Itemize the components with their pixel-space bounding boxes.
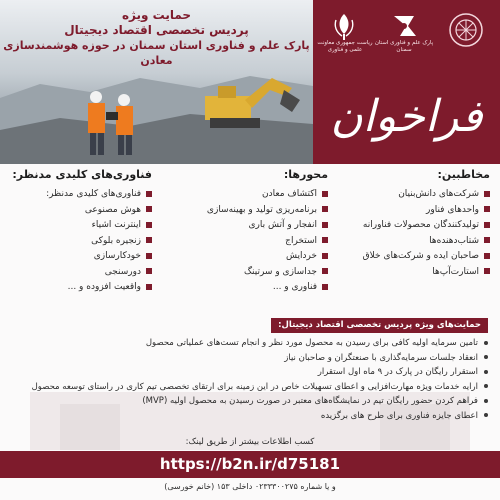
- header-text: [0, 8, 313, 68]
- list-item: [18, 380, 488, 395]
- square-bullet-icon: [146, 268, 152, 274]
- list-item: [208, 203, 328, 219]
- list-item-label: جداسازی و سرتینگ: [243, 266, 317, 277]
- list-item: [12, 234, 152, 250]
- link-bar: [0, 451, 500, 478]
- square-bullet-icon: [484, 268, 490, 274]
- square-bullet-icon: [484, 253, 490, 259]
- list-item-label: صاحبان ایده و شرکت‌های خلاق: [362, 251, 479, 261]
- technologies-title: فناوری‌های کلیدی مدنظر:: [12, 168, 152, 181]
- list-item-label: انفجار و آتش باری: [248, 220, 317, 230]
- square-bullet-icon: [322, 222, 328, 228]
- list-item-label: فناوری‌های کلیدی مدنظر:: [46, 189, 141, 199]
- list-item-label: اعطای جایزه فناوری برای طرح های برگزیده: [320, 410, 478, 421]
- list-item: [12, 265, 152, 281]
- list-item-label: هوش مصنوعی: [84, 204, 141, 215]
- list-item: [18, 351, 488, 366]
- list-item: [345, 249, 490, 265]
- list-item: [208, 249, 328, 265]
- list-item-label: تولیدکنندگان محصولات فناورانه: [362, 220, 479, 230]
- list-item-label: انعقاد جلسات سرمایه‌گذاری با صنعتگران و صاحبان نیاز: [284, 352, 478, 363]
- brand-panel: [313, 0, 500, 164]
- square-bullet-icon: [146, 206, 152, 212]
- square-bullet-icon: [322, 268, 328, 274]
- list-item: [12, 280, 152, 296]
- square-bullet-icon: [146, 191, 152, 197]
- info-text: کسب اطلاعات بیشتر از طریق لینک:: [185, 437, 315, 447]
- dot-bullet-icon: [484, 413, 488, 417]
- list-item-label: خودکارسازی: [93, 251, 141, 261]
- technologies-section: [12, 167, 152, 296]
- list-item: [345, 203, 490, 219]
- list-item-label: شرکت‌های دانش‌بنیان: [398, 189, 479, 199]
- list-item: [12, 249, 152, 265]
- square-bullet-icon: [484, 191, 490, 197]
- audience-list: [345, 187, 490, 280]
- list-item-label: استقرار رایگان در پارک در ۹ ماه اول استقرار: [317, 367, 478, 377]
- list-item: [345, 265, 490, 281]
- list-item: [12, 187, 152, 203]
- list-item: [18, 409, 488, 424]
- poster-title: فراخوان: [330, 91, 483, 142]
- list-item-label: استارت‌آپ‌ها: [432, 266, 479, 277]
- list-item-label: فراهم کردن حضور رایگان تیم در نمایشگاه‌های معتبر در صورت رسیدن به محصول اولیه (MVP): [142, 396, 478, 406]
- header-line-2: پردیس تخصصی اقتصاد دیجیتال: [64, 23, 249, 37]
- knot-emblem-icon: [438, 6, 494, 62]
- square-bullet-icon: [322, 237, 328, 243]
- park-logo-caption: پارک علم و فناوری استان سمنان: [374, 40, 434, 53]
- list-item-label: شتاب‌دهنده‌ها: [429, 235, 479, 246]
- square-bullet-icon: [146, 237, 152, 243]
- list-item-label: دورسنجی: [104, 266, 141, 277]
- list-item-label: فناوری و ...: [272, 282, 317, 292]
- list-item-label: اینترنت اشیاء: [91, 220, 141, 230]
- mining-photo: [0, 0, 313, 164]
- axes-list: [208, 187, 328, 296]
- square-bullet-icon: [484, 206, 490, 212]
- audience-title: مخاطبین:: [437, 168, 490, 181]
- list-item: [208, 187, 328, 203]
- square-bullet-icon: [146, 253, 152, 259]
- list-item: [208, 265, 328, 281]
- header-line-1: حمایت ویژه: [121, 8, 192, 22]
- square-bullet-icon: [484, 222, 490, 228]
- axes-title: محورها:: [283, 168, 328, 181]
- square-bullet-icon: [146, 284, 152, 290]
- dot-bullet-icon: [484, 355, 488, 359]
- axes-section: [208, 167, 328, 296]
- registration-link[interactable]: https://b2n.ir/d75181: [159, 455, 341, 473]
- contact-text: و یا شماره ۰۲۳۳۳۰۰۲۷۵ داخلی ۱۵۳ (خانم خورسی): [164, 482, 336, 491]
- vp-logo-caption: ریاست جمهوری معاونت علمی و فناوری: [317, 40, 373, 53]
- list-item-label: واحدهای فناور: [426, 204, 479, 215]
- dot-bullet-icon: [484, 399, 488, 403]
- list-item-label: اکتشاف معادن: [262, 189, 317, 199]
- list-item: [12, 218, 152, 234]
- list-item: [208, 280, 328, 296]
- list-item-label: ارایه خدمات ویژه مهارت‌افزایی و اعطای تسهیلات خاص در این زمینه برای ارتقای تخصصی تیم کاری در راستای توسعه محصول: [31, 381, 478, 392]
- square-bullet-icon: [322, 206, 328, 212]
- list-item: [208, 218, 328, 234]
- support-list: [18, 336, 488, 423]
- header-line-3: پارک علم و فناوری استان سمنان در حوزه هوشمندسازی معادن: [3, 39, 310, 67]
- dot-bullet-icon: [484, 370, 488, 374]
- audience-section: [345, 167, 490, 280]
- support-heading: حمایت‌های ویژه پردیس تخصصی اقتصاد دیجیتال:: [271, 318, 488, 333]
- square-bullet-icon: [322, 191, 328, 197]
- list-item: [345, 218, 490, 234]
- list-item-label: برنامه‌ریزی تولید و بهینه‌سازی: [206, 204, 317, 215]
- list-item: [18, 394, 488, 409]
- dot-bullet-icon: [484, 341, 488, 345]
- list-item: [18, 365, 488, 380]
- list-item: [345, 234, 490, 250]
- technologies-list: [12, 187, 152, 296]
- square-bullet-icon: [322, 253, 328, 259]
- square-bullet-icon: [484, 237, 490, 243]
- list-item: [12, 203, 152, 219]
- square-bullet-icon: [322, 284, 328, 290]
- list-item: [18, 336, 488, 351]
- list-item-label: خردایش: [285, 251, 317, 261]
- list-item-label: استخراج: [285, 235, 317, 246]
- list-item: [345, 187, 490, 203]
- list-item: [208, 234, 328, 250]
- square-bullet-icon: [146, 222, 152, 228]
- dot-bullet-icon: [484, 384, 488, 388]
- list-item-label: واقعیت افزوده و ...: [67, 282, 141, 292]
- list-item-label: تامین سرمایه اولیه کافی برای رسیدن به محصول مورد نظر و انجام تست‌های عملیاتی محصول: [145, 338, 478, 348]
- list-item-label: زنجیره بلوکی: [91, 235, 141, 246]
